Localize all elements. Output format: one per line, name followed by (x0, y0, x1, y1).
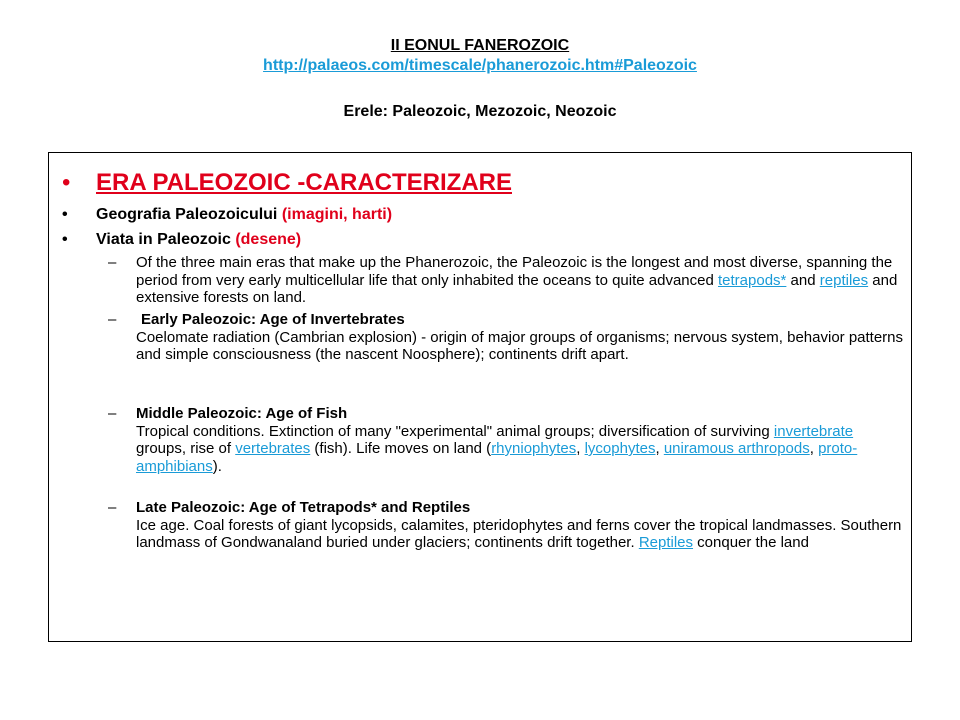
dash-marker: – (108, 499, 117, 516)
rhyniophytes-link[interactable]: rhyniophytes (491, 440, 577, 457)
viata-label (96, 229, 301, 251)
reptiles-link[interactable]: reptiles (819, 271, 869, 289)
intro-text: Of the three main eras that make up the Phanerozoic, the Paleozoic is the longest and most diverse, spanning the period from very early multicellular life that only inhabited the oceans to quite advanced (136, 254, 893, 289)
lycophytes-link[interactable]: lycophytes (584, 440, 656, 457)
slide-header (0, 36, 960, 122)
intro-text-end: and extensive forests on land. (136, 271, 898, 306)
middle-text: Tropical conditions. Extinction of many "experimental" animal groups; diversification of surviving (136, 422, 774, 440)
proto-amphibians-link[interactable]: proto-amphibians (136, 440, 858, 475)
middle-text: , (655, 440, 664, 457)
viata-text: Viata in Paleozoic (96, 231, 236, 248)
middle-body (136, 405, 906, 475)
bullet-dot: • (62, 206, 68, 223)
middle-text: , (809, 440, 819, 457)
early-description: Coelomate radiation (Cambrian explosion) - origin of major groups of organisms; nervous system, behavior patterns and simple consciousness (the nascent Noosphere); continents drift apart. (136, 328, 904, 363)
geografia-text: Geografia Paleozoicului (96, 206, 282, 223)
middle-heading: Middle Paleozoic: Age of Fish (136, 405, 348, 422)
intro-body (136, 254, 906, 307)
dash-marker: – (108, 311, 117, 328)
bullet-dot: • (62, 169, 71, 196)
middle-text: groups, rise of (136, 440, 236, 457)
middle-text: (fish). Life moves on land ( (310, 440, 492, 457)
middle-text: , (576, 440, 585, 457)
late-heading: Late Paleozoic: Age of Tetrapods* and Reptiles (136, 499, 471, 516)
geografia-label (96, 204, 392, 226)
late-text: conquer the land (693, 534, 809, 551)
late-text: Ice age. Coal forests of giant lycopsids, calamites, pteridophytes and ferns cover the tropical landmasses. Southern landmass of Gondwanaland buried under glaciers; continents drift together. (136, 516, 902, 551)
era-paleozoic-link[interactable]: ERA PALEOZOIC -CARACTERIZARE (96, 169, 512, 196)
early-heading: Early Paleozoic: Age of Invertebrates (141, 311, 405, 328)
middle-description (136, 423, 906, 476)
source-link[interactable]: http://palaeos.com/timescale/phanerozoic.htm#Paleozoic (263, 57, 697, 74)
dash-marker: – (108, 405, 117, 422)
tetrapods-link[interactable]: tetrapods* (718, 271, 787, 289)
page-subtitle: Erele: Paleozoic, Mezozoic, Neozoic (343, 103, 617, 120)
bullet-dot: • (62, 231, 68, 248)
uniramous-arthropods-link[interactable]: uniramous arthropods (663, 440, 810, 457)
early-body (136, 311, 906, 364)
reptiles-late-link[interactable]: Reptiles (638, 534, 694, 551)
late-description (136, 517, 906, 552)
invertebrate-link[interactable]: invertebrate (773, 422, 854, 440)
viata-drawings-link[interactable]: (desene) (235, 231, 302, 248)
dash-marker: – (108, 254, 117, 271)
page-title: II EONUL FANEROZOIC (390, 37, 570, 54)
late-body (136, 499, 906, 552)
middle-text: ). (212, 457, 222, 475)
vertebrates-link[interactable]: vertebrates (235, 440, 311, 457)
geografia-images-link[interactable]: (imagini, harti) (281, 206, 393, 223)
intro-text-and: and (786, 271, 820, 289)
